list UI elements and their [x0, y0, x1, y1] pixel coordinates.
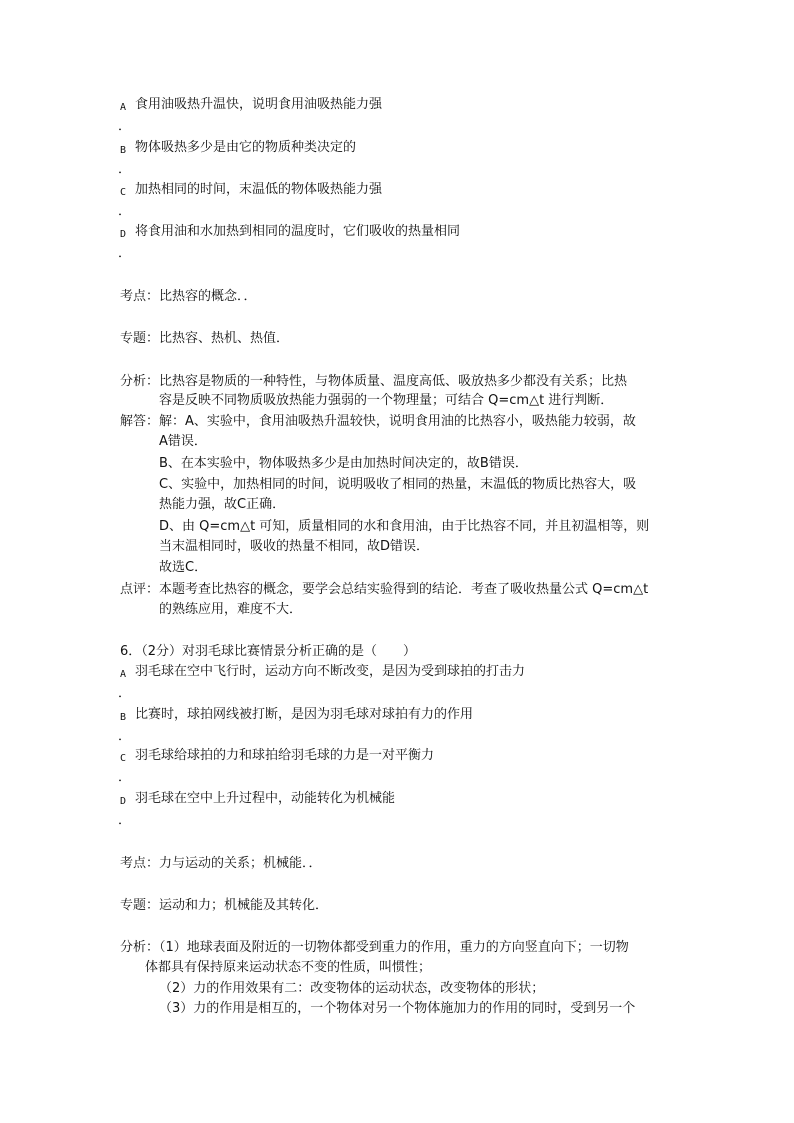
option-key: B	[120, 712, 127, 723]
option-text: 比赛时，球拍网线被打断，是因为羽毛球对球拍有力的作用	[135, 707, 474, 722]
fenxi-line: 容是反映不同物质吸放热能力强弱的一个物理量；可结合 Q=cm△t 进行判断．	[159, 393, 614, 408]
option-dot: ．	[118, 813, 132, 828]
option-text: 物体吸热多少是由它的物质种类决定的	[135, 140, 357, 155]
jieda-line: B、在本实验中，物体吸热多少是由加热时间决定的，故B错误．	[159, 456, 528, 471]
kaodian-line: 考点：比热容的概念．．	[120, 289, 257, 304]
jieda-line: 故选C．	[159, 560, 208, 575]
fenxi-line: （3）力的作用是相互的，一个物体对另一个物体施加力的作用的同时，受到另一个	[159, 1001, 636, 1016]
fenxi-line: 分析：比热容是物质的一种特性，与物体质量、温度高低、吸放热多少都没有关系；比热	[120, 374, 628, 389]
option-dot: ．	[118, 770, 132, 785]
kaodian-line: 考点：力与运动的关系；机械能．．	[120, 856, 322, 871]
option-key: A	[120, 669, 127, 680]
option-text: 羽毛球给球拍的力和球拍给羽毛球的力是一对平衡力	[135, 748, 435, 763]
question-title: 6．（2分）对羽毛球比赛情景分析正确的是（ ）	[120, 644, 417, 659]
option-dot: ．	[118, 204, 132, 219]
option-text: 加热相同的时间，末温低的物体吸热能力强	[135, 182, 383, 197]
option-text: 将食用油和水加热到相同的温度时，它们吸收的热量相同	[135, 224, 461, 239]
jieda-line: A错误．	[159, 434, 207, 449]
fenxi-line: 体都具有保持原来运动状态不变的性质，叫惯性；	[145, 960, 432, 975]
option-key: B	[120, 145, 127, 156]
option-dot: ．	[118, 729, 132, 744]
zhuanti-line: 专题：运动和力；机械能及其转化．	[120, 898, 329, 913]
option-key: C	[120, 187, 127, 198]
dianping-line: 点评：本题考查比热容的概念，要学会总结实验得到的结论．考查了吸收热量公式 Q=cm△t	[120, 582, 649, 597]
fenxi-line: （2）力的作用效果有二：改变物体的运动状态，改变物体的形状；	[159, 981, 545, 996]
option-dot: ．	[118, 246, 132, 261]
jieda-line: C、实验中，加热相同的时间，说明吸收了相同的热量，末温低的物质比热容大，吸	[159, 477, 637, 492]
jieda-line: 解答：解：A、实验中，食用油吸热升温较快，说明食用油的比热容小，吸热能力较弱，故	[120, 414, 636, 429]
option-text: 食用油吸热升温快，说明食用油吸热能力强	[135, 97, 383, 112]
fenxi-line: 分析：（1）地球表面及附近的一切物体都受到重力的作用，重力的方向竖直向下；一切物	[120, 940, 629, 955]
option-dot: ．	[118, 162, 132, 177]
option-dot: ．	[118, 119, 132, 134]
option-text: 羽毛球在空中飞行时，运动方向不断改变，是因为受到球拍的打击力	[135, 664, 526, 679]
option-key: D	[120, 229, 127, 240]
option-key: D	[120, 796, 127, 807]
jieda-line: 当末温相同时，吸收的热量不相同，故D错误．	[159, 539, 430, 554]
zhuanti-line: 专题：比热容、热机、热值．	[120, 331, 290, 346]
dianping-line: 的熟练应用，难度不大．	[159, 602, 303, 617]
option-key: C	[120, 753, 127, 764]
jieda-line: 热能力强，故C正确．	[159, 497, 286, 512]
option-key: A	[120, 102, 127, 113]
option-text: 羽毛球在空中上升过程中，动能转化为机械能	[135, 791, 396, 806]
option-dot: ．	[118, 686, 132, 701]
jieda-line: D、由 Q=cm△t 可知，质量相同的水和食用油，由于比热容不同，并且初温相等，则	[159, 519, 650, 534]
